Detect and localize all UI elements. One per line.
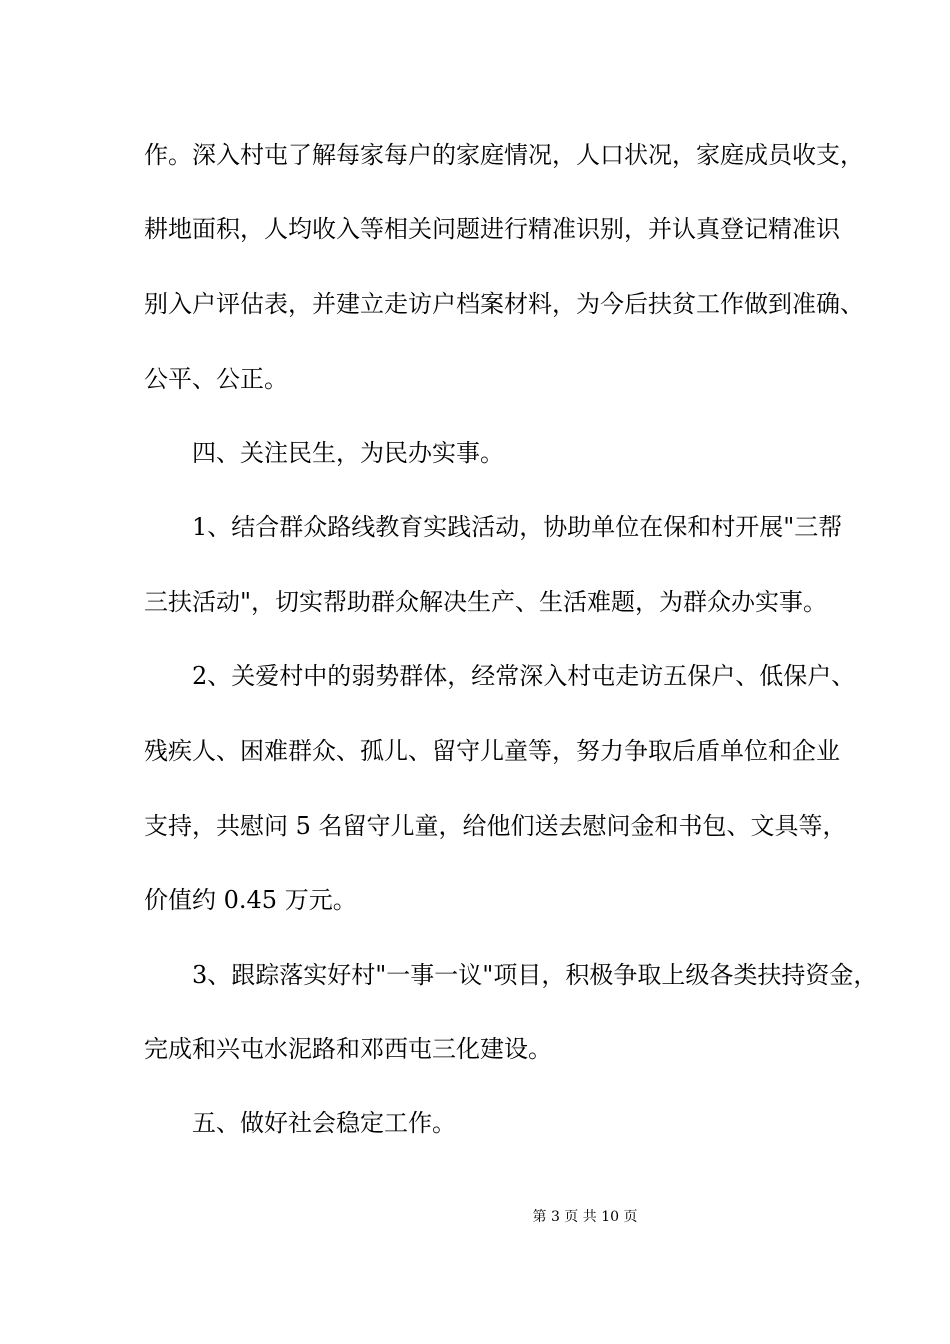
text-line-3: 别入户评估表，并建立走访户档案材料，为今后扶贫工作做到准确、	[144, 290, 864, 318]
text-line-4: 公平、公正。	[144, 365, 288, 393]
text-line-12: 3、跟踪落实好村"一事一议"项目，积极争取上级各类扶持资金，	[192, 961, 878, 989]
text-line-1: 作。深入村屯了解每家每户的家庭情况，人口状况，家庭成员收支，	[144, 141, 864, 169]
text-line-6: 1、结合群众路线教育实践活动，协助单位在保和村开展"三帮	[192, 513, 843, 541]
section-heading-5: 五、做好社会稳定工作。	[192, 1109, 456, 1137]
section-heading-4: 四、关注民生，为民办实事。	[192, 439, 504, 467]
text-line-2: 耕地面积，人均收入等相关问题进行精准识别，并认真登记精准识	[144, 215, 840, 243]
text-line-11: 价值约 0.45 万元。	[144, 886, 357, 914]
text-line-10: 支持，共慰问 5 名留守儿童，给他们送去慰问金和书包、文具等，	[144, 812, 847, 840]
text-line-9: 残疾人、困难群众、孤儿、留守儿童等，努力争取后盾单位和企业	[144, 737, 840, 765]
text-line-7: 三扶活动"，切实帮助群众解决生产、生活难题，为群众办实事。	[144, 588, 828, 616]
page-number-footer: 第 3 页 共 10 页	[532, 1209, 638, 1225]
text-line-8: 2、关爱村中的弱势群体，经常深入村屯走访五保户、低保户、	[192, 662, 856, 690]
text-line-13: 完成和兴屯水泥路和邓西屯三化建设。	[144, 1035, 552, 1063]
